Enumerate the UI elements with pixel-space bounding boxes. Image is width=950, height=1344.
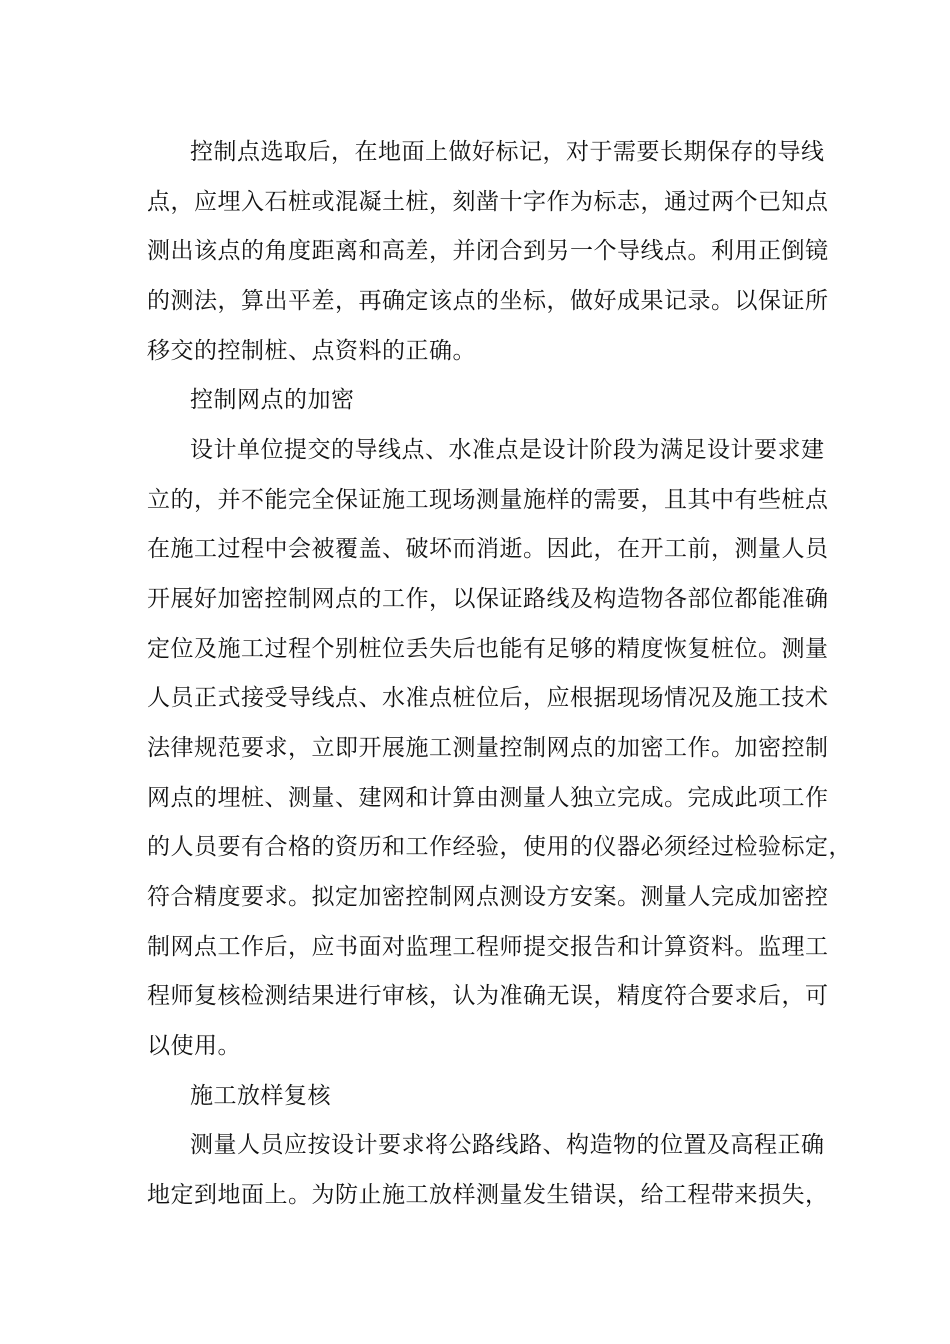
paragraph-2-line-8: 网点的埋桩、测量、建网和计算由测量人独立完成。完成此项工作	[147, 785, 829, 811]
section-heading-construction-layout-check: 施工放样复核	[190, 1083, 331, 1109]
paragraph-2-line-12: 程师复核检测结果进行审核，认为准确无误，精度符合要求后，可	[147, 983, 829, 1009]
paragraph-2-line-6: 人员正式接受导线点、水准点桩位后，应根据现场情况及施工技术	[147, 685, 829, 711]
paragraph-2-line-5: 定位及施工过程个别桩位丢失后也能有足够的精度恢复桩位。测量	[147, 636, 829, 662]
paragraph-2-line-1: 设计单位提交的导线点、水准点是设计阶段为满足设计要求建	[190, 437, 825, 463]
paragraph-2-line-13: 以使用。	[147, 1033, 241, 1059]
paragraph-1-line-5: 移交的控制桩、点资料的正确。	[147, 338, 476, 364]
paragraph-2-line-10: 符合精度要求。拟定加密控制网点测设方安案。测量人完成加密控	[147, 884, 829, 910]
paragraph-3-line-2: 地定到地面上。为防止施工放样测量发生错误，给工程带来损失，	[147, 1182, 829, 1208]
paragraph-1-line-1: 控制点选取后，在地面上做好标记，对于需要长期保存的导线	[190, 139, 825, 165]
paragraph-2-line-7: 法律规范要求，立即开展施工测量控制网点的加密工作。加密控制	[147, 735, 829, 761]
paragraph-1-line-3: 测出该点的角度距离和高差，并闭合到另一个导线点。利用正倒镜	[147, 238, 829, 264]
paragraph-3-line-1: 测量人员应按设计要求将公路线路、构造物的位置及高程正确	[190, 1132, 825, 1158]
paragraph-2-line-11: 制网点工作后，应书面对监理工程师提交报告和计算资料。监理工	[147, 934, 829, 960]
paragraph-1-line-4: 的测法，算出平差，再确定该点的坐标，做好成果记录。以保证所	[147, 288, 829, 314]
paragraph-1-line-2: 点，应埋入石桩或混凝土桩，刻凿十字作为标志，通过两个已知点	[147, 189, 829, 215]
paragraph-2-line-4: 开展好加密控制网点的工作，以保证路线及构造物各部位都能准确	[147, 586, 829, 612]
paragraph-2-line-2: 立的，并不能完全保证施工现场测量施样的需要，且其中有些桩点	[147, 487, 829, 513]
section-heading-control-network-densification: 控制网点的加密	[190, 387, 355, 413]
paragraph-2-line-3: 在施工过程中会被覆盖、破坏而消逝。因此，在开工前，测量人员	[147, 536, 829, 562]
paragraph-2-line-9: 的人员要有合格的资历和工作经验，使用的仪器必须经过检验标定，	[147, 834, 852, 860]
